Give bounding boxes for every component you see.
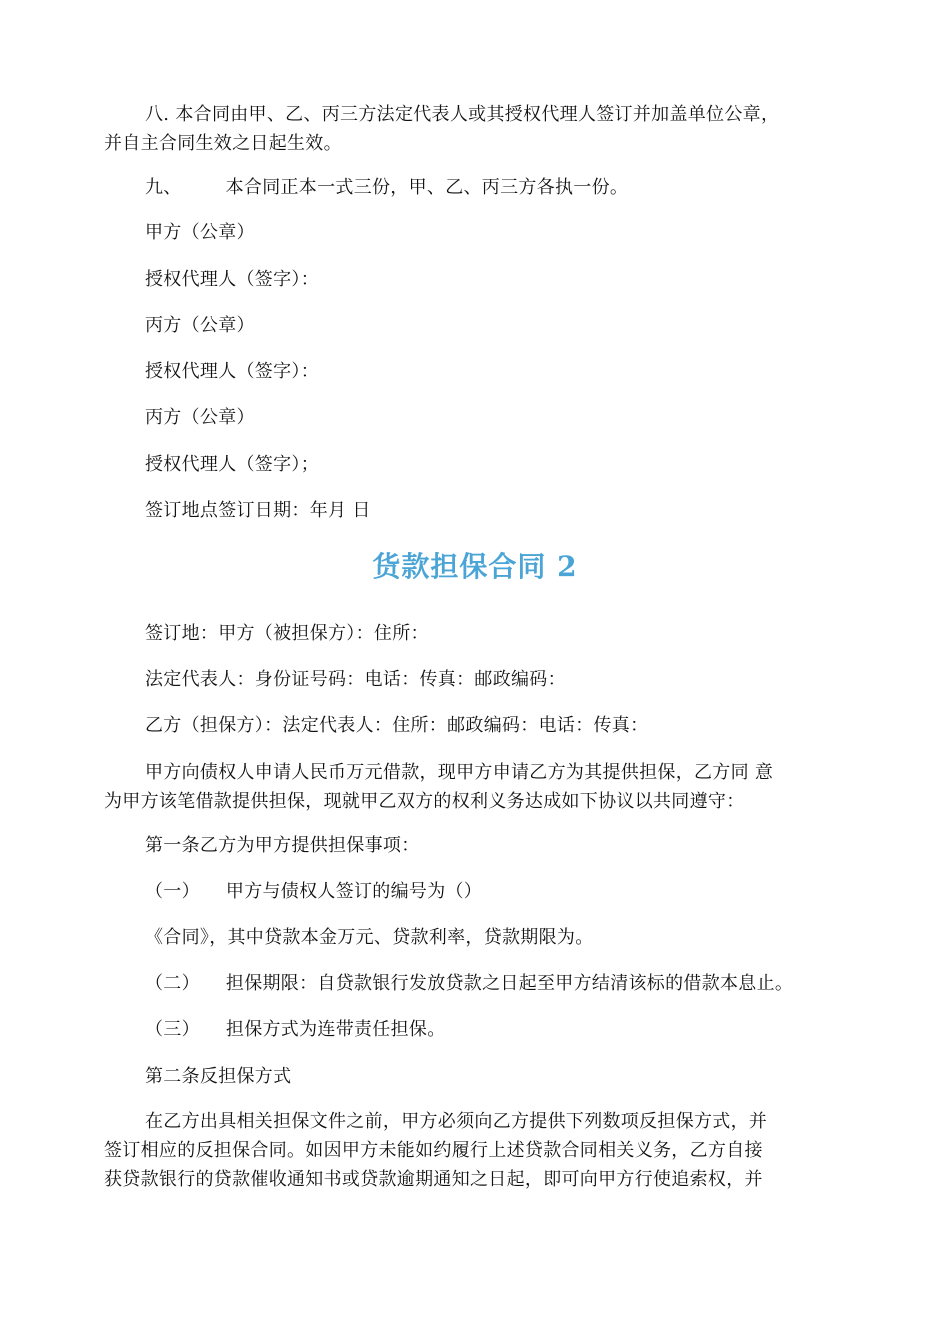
clause-8 — [104, 100, 846, 158]
legal-rep-party-a: 法定代表人：身份证号码：电话：传真：邮政编码： — [145, 669, 566, 690]
article-2: 第二条反担保方式 — [145, 1066, 292, 1087]
party-c-seal-1: 丙方（公章） — [145, 315, 255, 336]
article-1: 第一条乙方为甲方提供担保事项： — [145, 835, 420, 856]
clause-9-number: 九、 — [145, 177, 182, 198]
item-3-number: （三） — [145, 1019, 200, 1040]
party-a-seal: 甲方（公章） — [145, 222, 255, 243]
contract-line: 《合同》，其中贷款本金万元、贷款利率，贷款期限为。 — [145, 927, 594, 948]
agent-signature-3: 授权代理人（签字）； — [145, 454, 319, 475]
final-line-2: 签订相应的反担保合同。如因甲方未能如约履行上述贷款合同相关义务，乙方自接 — [104, 1140, 763, 1161]
sign-place-date: 签订地点签订日期：年月 日 — [145, 500, 371, 521]
clause-8-line-2: 并自主合同生效之日起生效。 — [104, 133, 342, 154]
item-3 — [145, 1015, 887, 1044]
item-2-text: 担保期限：自贷款银行发放贷款之日起至甲方结清该标的借款本息止。 — [225, 973, 794, 994]
document-title: 货款担保合同 2 — [372, 550, 578, 583]
party-c-seal-2: 丙方（公章） — [145, 407, 255, 428]
clause-9 — [145, 173, 887, 202]
party-b-info: 乙方（担保方）：法定代表人：住所：邮政编码：电话：传真： — [145, 715, 649, 736]
item-2 — [145, 969, 887, 998]
preamble-line-2: 为甲方该笔借款提供担保，现就甲乙双方的权利义务达成如下协议以共同遵守： — [104, 791, 745, 812]
final-paragraph — [104, 1107, 846, 1194]
clause-8-line-1: 八. 本合同由甲、乙、丙三方法定代表人或其授权代理人签订并加盖单位公章， — [145, 104, 780, 125]
clause-9-text: 本合同正本一式三份，甲、乙、丙三方各执一份。 — [225, 177, 629, 198]
item-1-number: （一） — [145, 881, 200, 902]
item-1 — [145, 877, 887, 906]
item-2-number: （二） — [145, 973, 200, 994]
final-line-3: 获贷款银行的贷款催收通知书或贷款逾期通知之日起，即可向甲方行使追索权，并 — [104, 1169, 763, 1190]
agent-signature-2: 授权代理人（签字）： — [145, 361, 319, 382]
preamble-line-1: 甲方向债权人申请人民币万元借款，现甲方申请乙方为其提供担保，乙方同 意 — [145, 762, 774, 783]
agent-signature-1: 授权代理人（签字）： — [145, 269, 319, 290]
final-line-1: 在乙方出具相关担保文件之前，甲方必须向乙方提供下列数项反担保方式，并 — [145, 1111, 768, 1132]
sign-place: 签订地：甲方（被担保方）：住所： — [145, 623, 429, 644]
preamble — [104, 758, 846, 816]
item-1-text: 甲方与债权人签订的编号为（） — [225, 881, 483, 902]
item-3-text: 担保方式为连带责任担保。 — [225, 1019, 446, 1040]
